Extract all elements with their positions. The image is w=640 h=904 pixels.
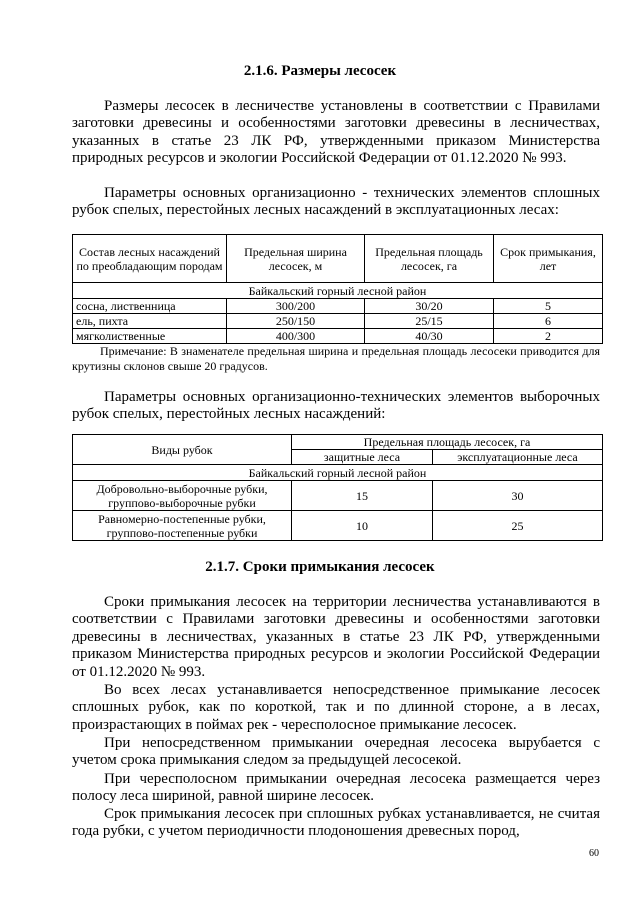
table-cell [73, 511, 292, 541]
cut-type-line: Добровольно-выборочные рубки, [96, 481, 268, 496]
cut-type-line: Равномерно-постепенные рубки, [98, 511, 266, 526]
table2-region-row [73, 465, 603, 481]
body-paragraph: При чересполосном примыкании очередная лесосека размещается через полосу леса шириной, равной ширине лесосек. [72, 771, 600, 805]
table-cell: 25 [433, 511, 603, 541]
intro-paragraph: Размеры лесосек в лесничестве установлены в соответствии с Правилами заготовки древесины и особенностями заготовки древесины в лесничествах, указанных в статье 23 ЛК РФ, утвержденными приказом Министерства природных ресурсов и экологии Российской Федерации от 01.12.2020 № 993. [72, 98, 600, 167]
table-cell: 300/200 [227, 299, 365, 314]
section-heading-2-1-6: 2.1.6. Размеры лесосек [243, 63, 397, 79]
table2-subheader: эксплуатационные леса [433, 450, 603, 465]
body-paragraph: Сроки примыкания лесосек на территории лесничества устанавливаются в соответствии с Правилами заготовки древесины и особенностями заготовки древесины в лесничествах, указанных в статье 23 ЛК РФ, утвержденными приказом Министерства природных ресурсов и экологии Российской Федерации от 01.12.2020 № 993. [72, 594, 600, 680]
table-cell: 30 [433, 481, 603, 511]
table1-caption: Параметры основных организационно - технических элементов сплошных рубок спелых, перестойных лесных насаждений в эксплуатационных лесах: [72, 185, 600, 219]
table2-subheader: защитные леса [292, 450, 433, 465]
body-paragraph: Во всех лесах устанавливается непосредственное примыкание лесосек сплошных рубок, как по короткой, так и по длинной стороне, а в лесах, произрастающих в поймах рек - чересполосное примыкание лесосек. [72, 682, 600, 733]
table-cell: ель, пихта [73, 314, 227, 329]
table-cell: 30/20 [365, 299, 494, 314]
table1-header: Предельная ширина лесосек, м [227, 235, 365, 283]
table1-region: Байкальский горный лесной район [73, 283, 603, 299]
table-row [73, 299, 603, 314]
table-cell: сосна, лиственница [73, 299, 227, 314]
cut-type-line: группово-постепенные рубки [106, 525, 258, 540]
table1-header: Предельная площадь лесосек, га [365, 235, 494, 283]
table-cell: мягколиственные [73, 329, 227, 344]
table-row [73, 314, 603, 329]
table-cell: 250/150 [227, 314, 365, 329]
table-row [73, 511, 603, 541]
table2-group-header: Предельная площадь лесосек, га [292, 435, 603, 450]
table-cell: 2 [494, 329, 603, 344]
table-cell: 5 [494, 299, 603, 314]
table-cell: 40/30 [365, 329, 494, 344]
table1-header: Состав лесных насаждений по преобладающим породам [73, 235, 227, 283]
table-cell [73, 481, 292, 511]
table1-header-row [73, 235, 603, 283]
body-paragraph: При непосредственном примыкании очередная лесосека вырубается с учетом срока примыкания следом за предыдущей лесосекой. [72, 735, 600, 769]
table-row [73, 481, 603, 511]
table1-note: Примечание: В знаменателе предельная ширина и предельная площадь лесосеки приводится для крутизны склонов свыше 20 градусов. [72, 344, 600, 373]
selective-cut-params-table [72, 434, 603, 541]
table2-caption: Параметры основных организационно-технических элементов выборочных рубок спелых, перестойных лесных насаждений: [72, 389, 600, 423]
section-heading-2-1-7: 2.1.7. Сроки примыкания лесосек [205, 559, 435, 575]
table-row [73, 329, 603, 344]
clearcut-params-table [72, 234, 603, 344]
table2-region: Байкальский горный лесной район [73, 465, 603, 481]
table1-region-row [73, 283, 603, 299]
table-cell: 400/300 [227, 329, 365, 344]
table2-header-row [73, 435, 603, 450]
body-paragraph: Срок примыкания лесосек при сплошных рубках устанавливается, не считая года рубки, с учетом периодичности плодоношения древесных пород, [72, 806, 600, 840]
table-cell: 15 [292, 481, 433, 511]
table-cell: 6 [494, 314, 603, 329]
table1-header: Срок примыкания, лет [494, 235, 603, 283]
cut-type-line: группово-выборочные рубки [108, 495, 256, 510]
table-cell: 10 [292, 511, 433, 541]
page-number: 60 [589, 848, 599, 859]
table2-header: Виды рубок [73, 435, 292, 465]
table-cell: 25/15 [365, 314, 494, 329]
